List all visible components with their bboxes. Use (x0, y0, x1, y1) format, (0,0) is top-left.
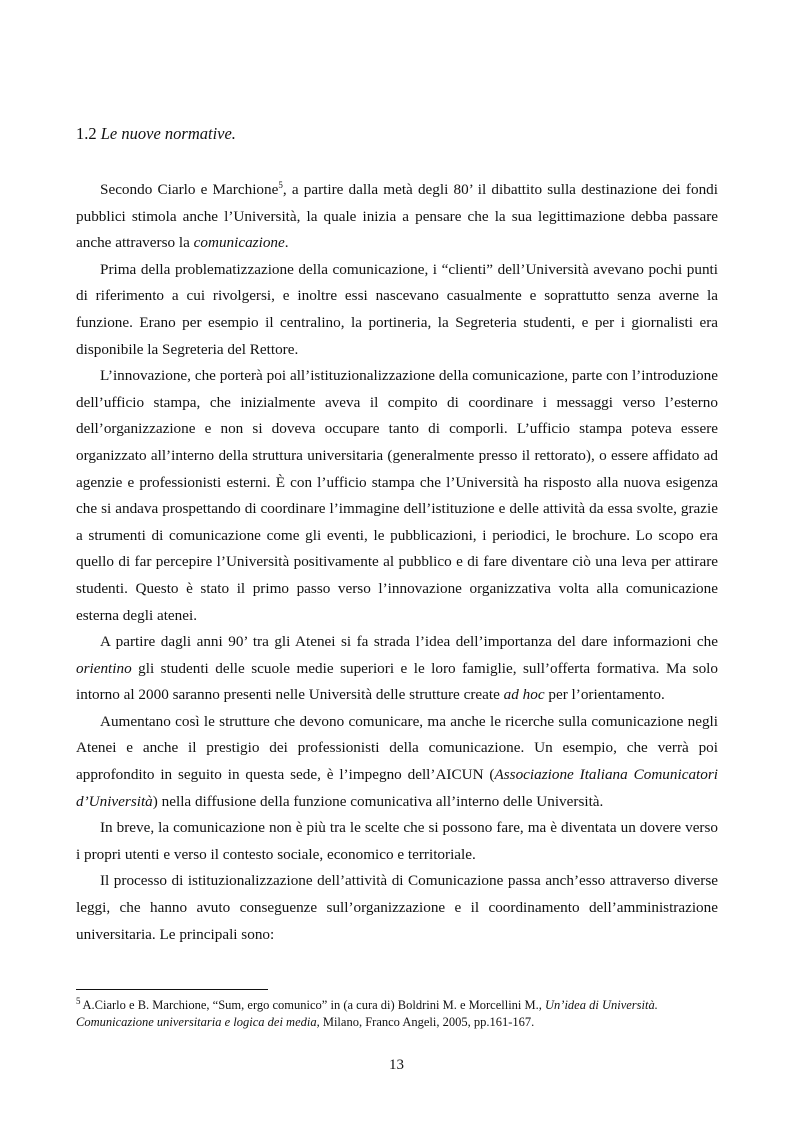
paragraph-2: Prima della problematizzazione della comunicazione, i “clienti” dell’Università avevano pochi punti di riferimento a cui rivolgersi, e inoltre essi nascevano casualmente e soprattutto senza averne la funzione. Erano per esempio il centralino, la portineria, la Segreteria studenti, e per i giornalisti era disponibile la Segreteria del Rettore. (76, 260, 718, 358)
section-heading (76, 124, 236, 144)
paragraph-6: In breve, la comunicazione non è più tra le scelte che si possono fare, ma è diventata un dovere verso i propri utenti e verso il contesto sociale, economico e territoriale. (76, 819, 718, 863)
paragraph-7: Il processo di istituzionalizzazione dell’attività di Comunicazione passa anch’esso attraverso diverse leggi, che hanno avuto conseguenze sull’organizzazione e il coordinamento dell’amministrazione universitaria. Le principali sono: (76, 872, 718, 943)
body-text (76, 177, 718, 948)
footnote-separator (76, 989, 268, 990)
footnote-reference: 5 (278, 179, 283, 190)
paragraph-3: L’innovazione, che porterà poi all’istituzionalizzazione della comunicazione, parte con l’introduzione dell’ufficio stampa, che inizialmente aveva il compito di coordinare i messaggi verso l’esterno dell’organizzazione e non si doveva occupare tanto di comporli. L’ufficio stampa poteva essere organizzato all’interno della struttura universitaria (generalmente presso il rettorato), o essere affidato ad agenzie e professionisti esterni. È con l’ufficio stampa che l’Università ha risposto alla nuova esigenza che si andava prospettando di coordinare l’immagine dell’istituzione e delle attività da essa svolte, grazie a strumenti di comunicazione come gli eventi, le pubblicazioni, i periodici, le brochure. Lo scopo era quello di far percepire l’Università positivamente al pubblico e di fare diventare ciò una leva per attirare studenti. Questo è stato il primo passo verso l’innovazione organizzativa volta alla comunicazione esterna degli atenei. (76, 367, 718, 624)
footnote-number: 5 (76, 995, 81, 1006)
section-number: 1.2 (76, 124, 97, 143)
footnote: $^5$ A.Ciarlo e B. Marchione, “Sum, ergo comunico” in (a cura di) Boldrini M. e Morcellini M., Un’idea di Università. Comunicazione universitaria e logica dei media, Milano, Franco Angeli, 2005, pp.161-167. (76, 995, 658, 1029)
page-number: 13 (389, 1057, 404, 1073)
paragraph-5: Aumentano così le strutture che devono comunicare, ma anche le ricerche sulla comunicazione negli Atenei e anche il prestigio dei professionisti della comunicazione. Un esempio, che verrà poi approfondito in seguito in questa sede, è l’impegno dell’AICUN (Associazione Italiana Comunicatori d’Università) nella diffusione della funzione comunicativa all’interno delle Università. (76, 712, 718, 810)
paragraph-4: A partire dagli anni 90’ tra gli Atenei si fa strada l’idea dell’importanza del dare informazioni che orientino gli studenti delle scuole medie superiori e le loro famiglie, sull’offerta formativa. Ma solo intorno al 2000 saranno presenti nelle Università delle strutture create ad hoc per l’orientamento. (76, 633, 718, 704)
section-title: Le nuove normative. (100, 124, 236, 143)
paragraph-1: Secondo Ciarlo e Marchione$^5$, a partire dalla metà degli 80’ il dibattito sulla destinazione dei fondi pubblici stimola anche l’Università, la quale inizia a pensare che la sua legittimazione debba passare anche attraverso la comunicazione. (76, 179, 718, 252)
